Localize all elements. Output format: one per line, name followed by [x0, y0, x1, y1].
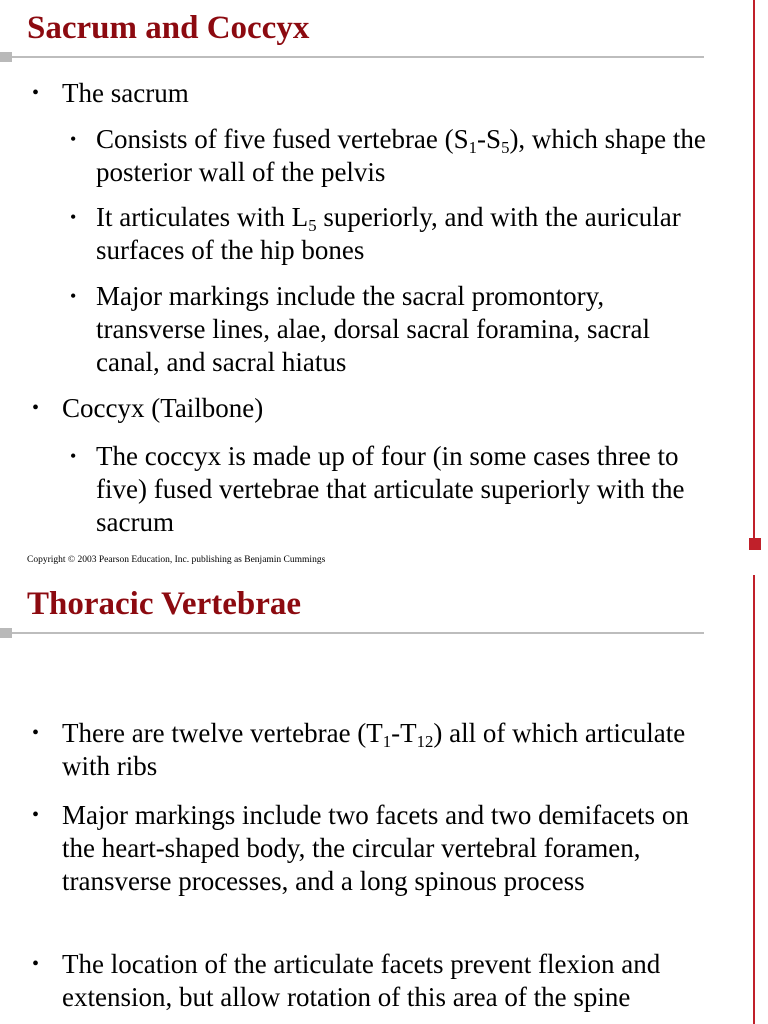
bullet-dot: • [32, 953, 40, 975]
copyright-notice: Copyright © 2003 Pearson Education, Inc. publishing as Benjamin Cummings [27, 555, 326, 565]
red-marker-square [749, 538, 761, 550]
bullet-articulate-facets: • The location of the articulate facets prevent flexion and extension, but allow rotation of this area of the spine [32, 949, 661, 1012]
bullet-dot: • [70, 129, 77, 149]
bullet-dot: • [32, 804, 40, 826]
bullet-dot: • [70, 286, 77, 306]
red-margin-line [753, 575, 755, 1024]
bullet-coccyx: • Coccyx (Tailbone) [32, 393, 264, 423]
bullet-major-markings: • Major markings include two facets and two demifacets on the heart-shaped body, the circular vertebral foramen, transverse processes, and a long spinous process [32, 800, 689, 896]
slide-title: Thoracic Vertebrae [27, 586, 302, 622]
subbullet-coccyx-made: • The coccyx is made up of four (in some cases three to five) fused vertebrae that articulate superiorly with the sacrum [70, 441, 685, 537]
subbullet-articulates: • It articulates with $L_5$ superiorly, and with the auricular surfaces of the hip bones [70, 202, 681, 265]
bullet-dot: • [32, 397, 40, 419]
bullet-dot: • [32, 722, 40, 744]
title-rule [0, 56, 704, 58]
slide-thoracic-vertebrae [0, 575, 768, 1024]
bullet-dot: • [32, 82, 40, 104]
rule-line [12, 632, 704, 634]
red-margin-line [753, 0, 755, 543]
rule-marker [0, 628, 12, 638]
bullet-sacrum: • The sacrum [32, 78, 189, 108]
rule-marker [0, 52, 12, 62]
bullet-dot: • [70, 446, 77, 466]
subbullet-markings: • Major markings include the sacral promontory, transverse lines, alae, dorsal sacral foramina, sacral canal, and sacral hiatus [70, 281, 650, 377]
bullet-dot: • [70, 207, 77, 227]
bullet-twelve-vertebrae: • There are twelve vertebrae $(T_1-T_{12})$ all of which articulate with ribs [32, 718, 686, 781]
rule-line [12, 56, 704, 58]
subbullet-five-fused: • Consists of five fused vertebrae $(S_1-S_5)$, which shape the posterior wall of the pelvis [70, 124, 706, 187]
slide-title: Sacrum and Coccyx [27, 10, 310, 46]
title-rule [0, 632, 704, 634]
